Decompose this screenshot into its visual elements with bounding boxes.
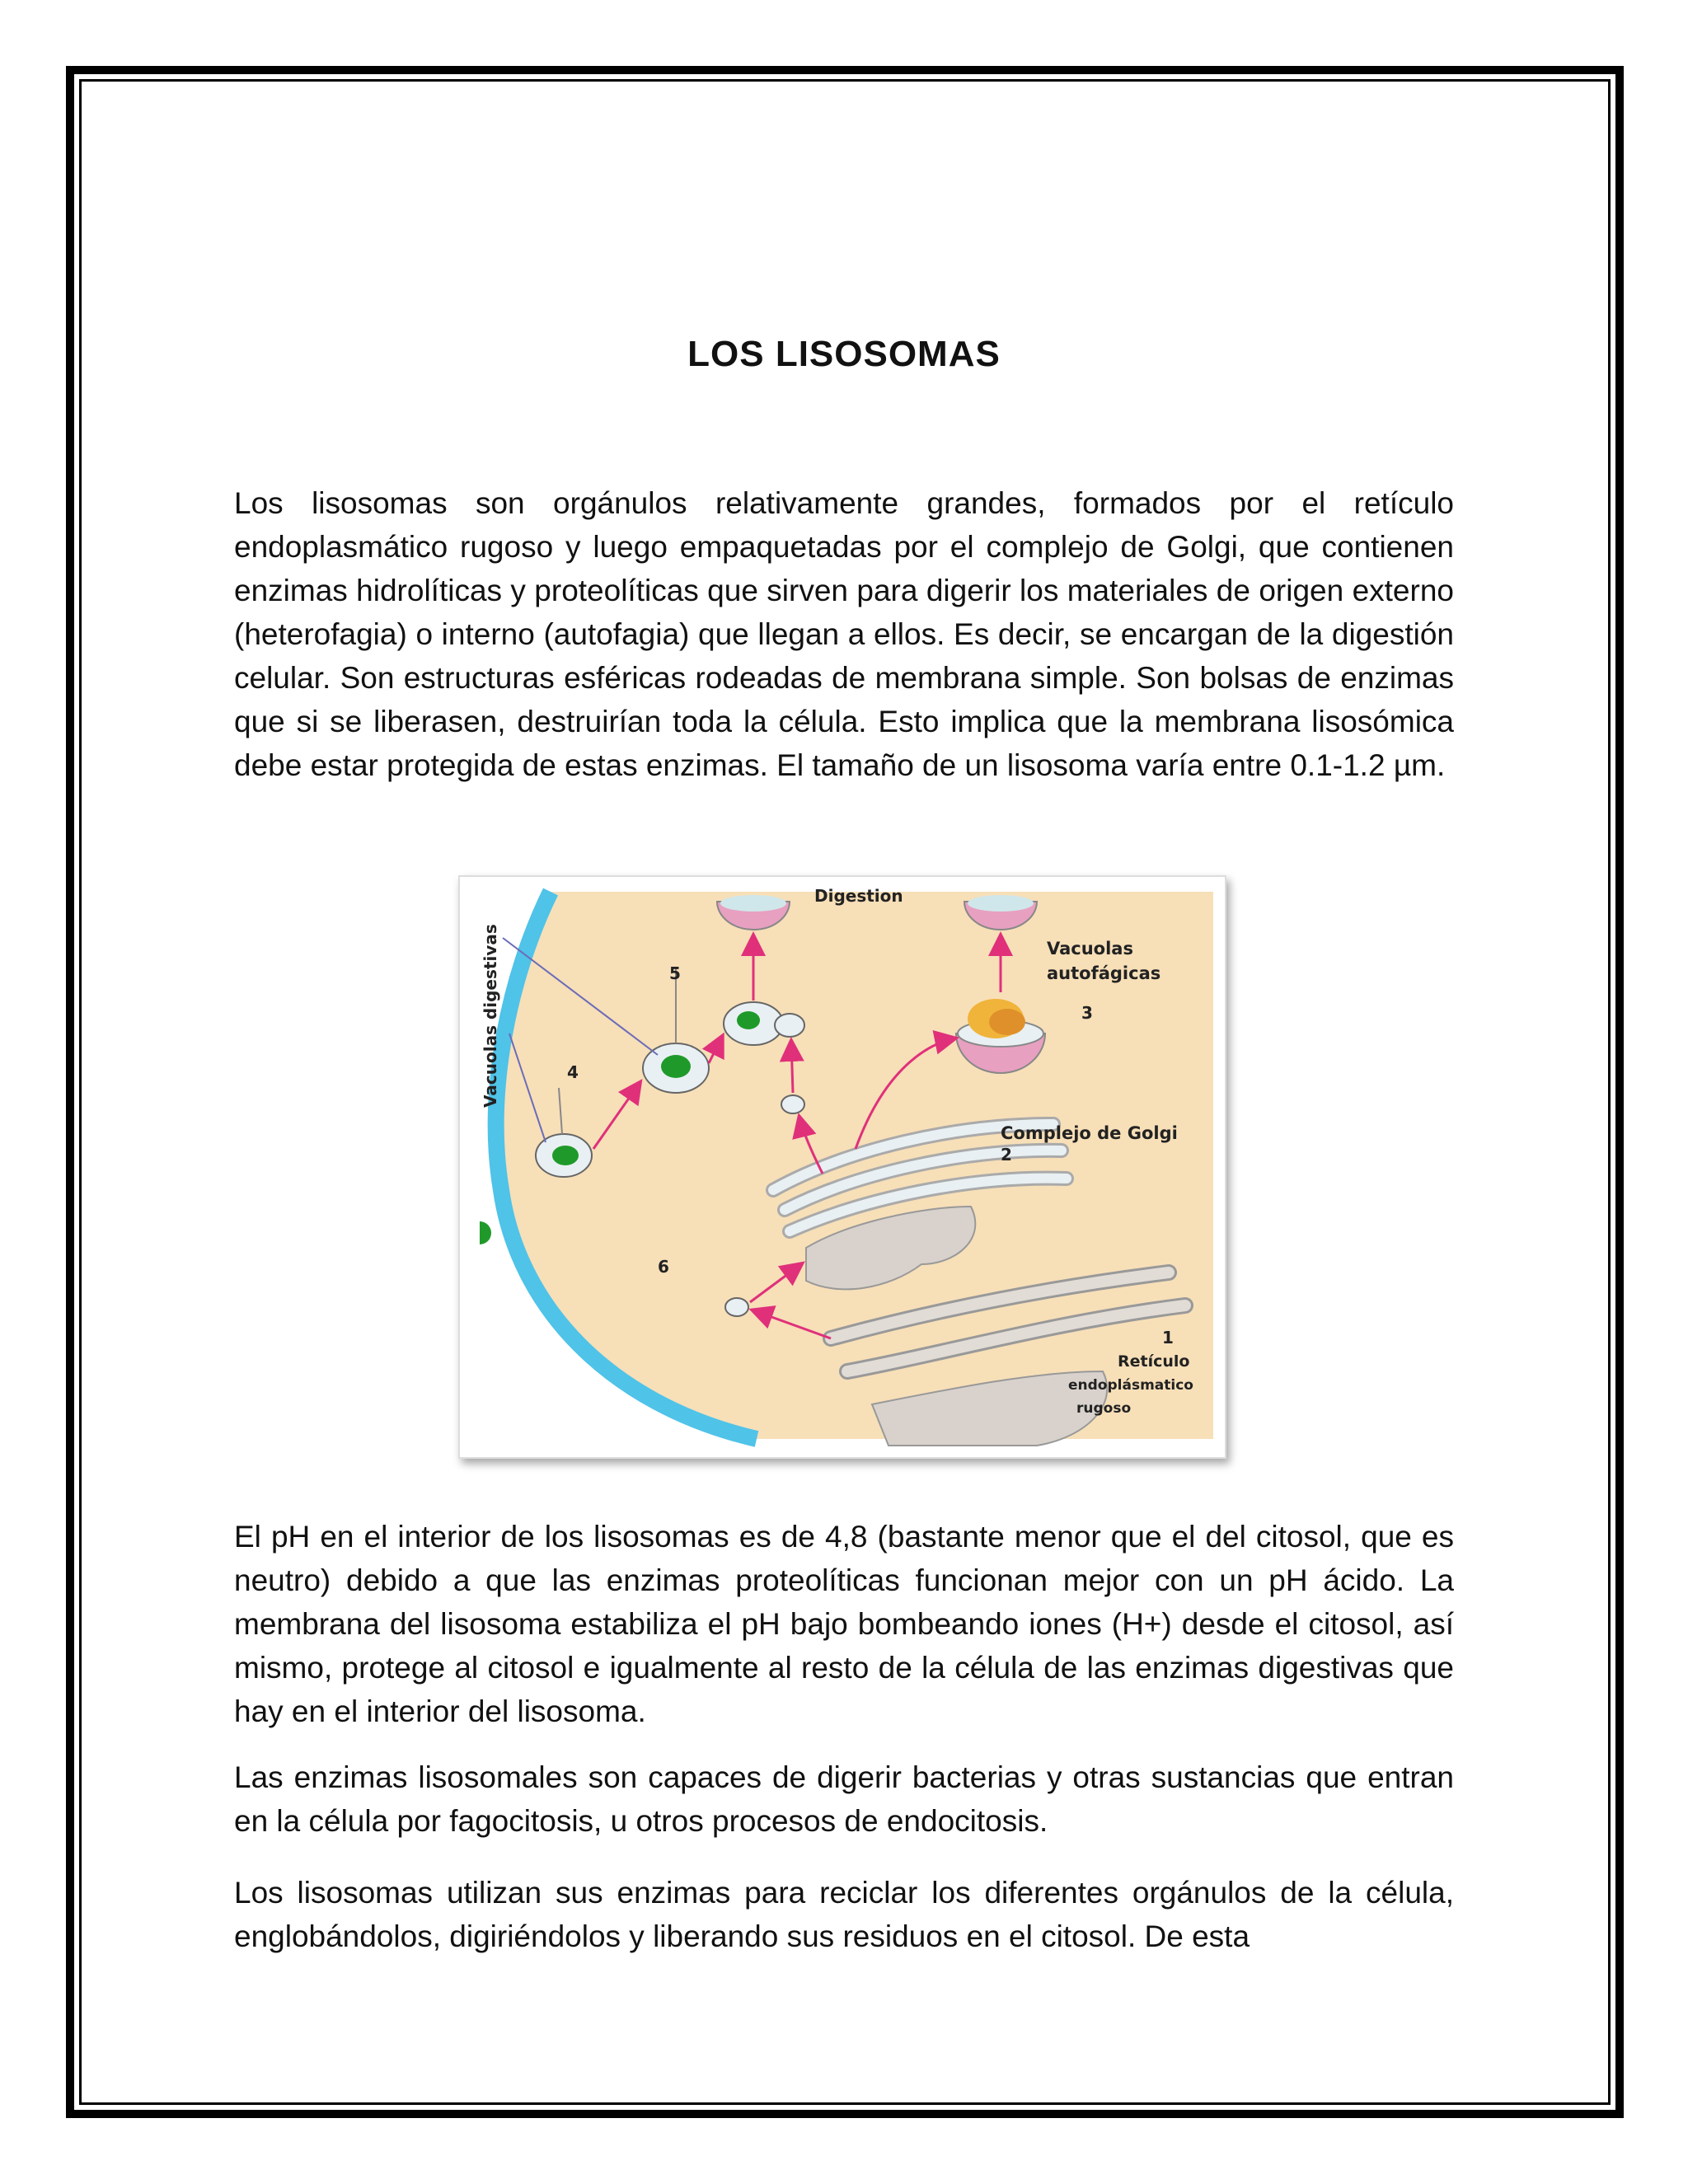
primary-lysosome — [775, 1014, 804, 1037]
page-title: LOS LISOSOMAS — [687, 334, 1001, 374]
digestion-vacuole-right-top — [968, 895, 1034, 912]
er-vesicle — [725, 1298, 748, 1316]
phagosome-content — [552, 1146, 579, 1165]
label-number-3: 3 — [1081, 1003, 1093, 1023]
label-number-1: 1 — [1162, 1328, 1174, 1347]
paragraph-recycling: Los lisosomas utilizan sus enzimas para reciclar los diferentes orgánulos de la célula, englobándolos, digiriéndolos y liberando sus residuos en el citosol. De esta — [234, 1876, 1454, 1953]
label-endoplasmatico: endoplásmatico — [1068, 1377, 1193, 1394]
label-rugoso: rugoso — [1076, 1400, 1132, 1417]
digestion-vacuole-left-top — [720, 895, 786, 912]
fusing-vacuole-content — [737, 1011, 760, 1029]
label-reticulo: Retículo — [1118, 1352, 1190, 1371]
lysosome-diagram-svg — [460, 877, 1225, 1457]
label-autofagicas: autofágicas — [1047, 963, 1161, 983]
label-complejo-golgi: Complejo de Golgi — [1001, 1123, 1178, 1143]
label-vacuolas-digestivas: Vacuolas digestivas — [481, 924, 500, 1108]
small-lysosome — [781, 1095, 804, 1113]
lysosome-diagram — [458, 875, 1226, 1459]
label-vacuolas: Vacuolas — [1047, 939, 1133, 958]
paragraph-ph: El pH en el interior de los lisosomas es de 4,8 (bastante menor que el del citosol, que es neutro) debido a que las enzimas proteolíticas funcionan mejor con un pH ácido. La membrana del lisosoma estabiliza el pH bajo bombeando iones (H+) desde el citosol, así mismo, protege al citosol e igualmente al resto de la célula de las enzimas digestivas que hay en el interior del lisosoma. — [234, 1520, 1454, 1728]
label-number-5: 5 — [669, 963, 681, 983]
paragraph-intro: Los lisosomas son orgánulos relativamente grandes, formados por el retículo endoplasmático rugoso y luego empaquetadas por el complejo de Golgi, que contienen enzimas hidrolíticas y proteolíticas que sirven para digerir los materiales de origen externo (heterofagia) o interno (autofagia) que llegan a ellos. Es decir, se encargan de la digestión celular. Son estructuras esféricas rodeadas de membrana simple. Son bolsas de enzimas que si se liberasen, destruirían toda la célula. Esto implica que la membrana lisosómica debe estar protegida de estas enzimas. El tamaño de un lisosoma varía entre 0.1-1.2 µm. — [234, 486, 1454, 782]
label-number-6: 6 — [658, 1257, 669, 1277]
label-number-4: 4 — [567, 1062, 579, 1082]
label-number-2: 2 — [1001, 1145, 1012, 1165]
digestive-vacuole-content — [661, 1055, 691, 1078]
label-digestion: Digestion — [814, 886, 903, 906]
engulfed-organelle-inner — [989, 1009, 1025, 1035]
arrow-lysosome-up — [791, 1042, 793, 1093]
paragraph-enzymes: Las enzimas lisosomales son capaces de digerir bacterias y otras sustancias que entran en la célula por fagocitosis, u otros procesos de endocitosis. — [234, 1760, 1454, 1838]
